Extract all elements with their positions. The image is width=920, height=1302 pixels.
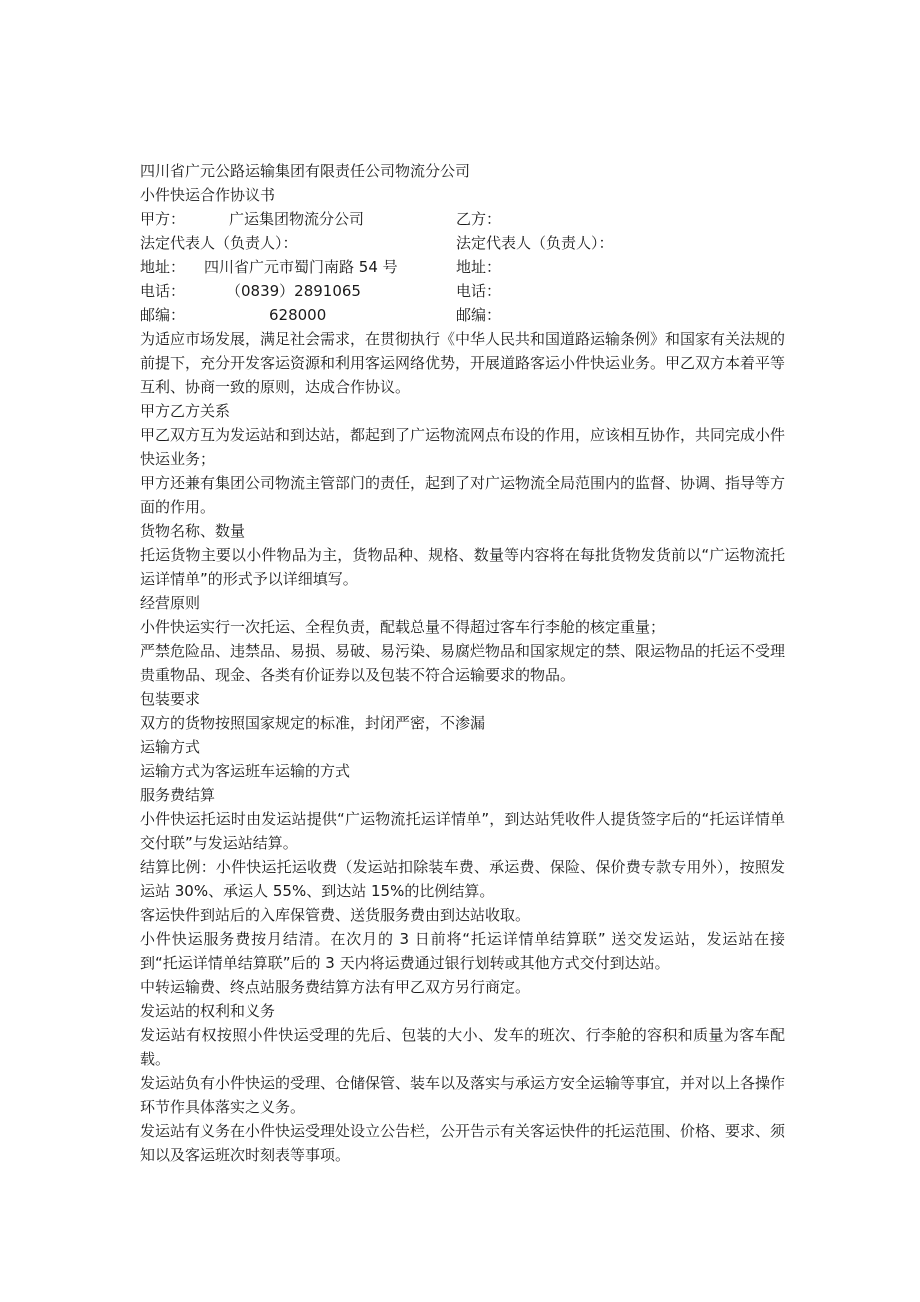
body-paragraph: 严禁危险品、违禁品、易损、易破、易污染、易腐烂物品和国家规定的禁、限运物品的托运不受理贵重物品、现金、各类有价证券以及包装不符合运输要求的物品。	[140, 642, 786, 684]
section-heading: 甲方乙方关系	[140, 402, 231, 420]
section-heading: 发运站的权利和义务	[140, 1002, 276, 1020]
addr-b-label: 地址：	[456, 258, 502, 276]
zip-b-label: 邮编：	[456, 306, 502, 324]
section-heading: 包装要求	[140, 690, 201, 708]
addr-a-value: 四川省广元市蜀门南路 54 号	[204, 258, 398, 276]
party-a-value: 广运集团物流分公司	[229, 210, 365, 228]
party-row	[140, 207, 785, 231]
body-paragraph: 结算比例：小件快运托运收费（发运站扣除装车费、承运费、保险、保价费专款专用外），按照发运站 30%、承运人 55%、到达站 15%的比例结算。	[140, 858, 785, 900]
zip-a-label: 邮编：	[140, 306, 186, 324]
party-a-label: 甲方：	[140, 210, 186, 228]
zip-a-value: 628000	[269, 306, 327, 324]
tel-a-label: 电话：	[140, 282, 186, 300]
body-paragraph: 中转运输费、终点站服务费结算方法有甲乙双方另行商定。	[140, 978, 531, 996]
body-paragraph: 托运货物主要以小件物品为主，货物品种、规格、数量等内容将在每批货物发货前以“广运物流托运详情单”的形式予以详细填写。	[140, 546, 785, 588]
addr-a-label: 地址：	[140, 258, 186, 276]
body-paragraph: 发运站有义务在小件快运受理处设立公告栏，公开告示有关客运快件的托运范围、价格、要求、须知以及客运班次时刻表等事项。	[140, 1122, 786, 1164]
section-heading: 运输方式	[140, 738, 201, 756]
section-heading: 货物名称、数量	[140, 522, 246, 540]
body-paragraph: 发运站有权按照小件快运受理的先后、包装的大小、发车的班次、行李舱的容积和质量为客车配载。	[140, 1026, 785, 1068]
body-paragraph: 运输方式为客运班车运输的方式	[140, 762, 351, 780]
zip-row	[140, 303, 785, 327]
address-row	[140, 255, 785, 279]
tel-row	[140, 279, 785, 303]
company-name: 四川省广元公路运输集团有限责任公司物流分公司	[140, 162, 471, 180]
document-page	[140, 159, 785, 1167]
body-paragraph: 小件快运托运时由发运站提供“广运物流托运详情单”，到达站凭收件人提货签字后的“托运详情单交付联”与发运站结算。	[140, 810, 785, 852]
body-paragraph: 甲乙双方互为发运站和到达站，都起到了广运物流网点布设的作用，应该相互协作，共同完成小件快运业务；	[140, 426, 786, 468]
tel-b-label: 电话：	[456, 282, 502, 300]
body-paragraph: 双方的货物按照国家规定的标准，封闭严密，不渗漏	[140, 714, 486, 732]
party-b-label: 乙方：	[456, 210, 502, 228]
section-heading: 经营原则	[140, 594, 201, 612]
rep-a-label: 法定代表人（负责人）：	[140, 234, 298, 252]
rep-b-label: 法定代表人（负责人）：	[456, 234, 614, 252]
tel-a-value: （0839）2891065	[226, 282, 361, 300]
body-paragraph: 小件快运服务费按月结清。在次月的 3 日前将“托运详情单结算联” 送交发运站，发运站在接到“托运详情单结算联”后的 3 天内将运费通过银行划转或其他方式交付到达站。	[140, 930, 785, 972]
body-paragraph: 为适应市场发展，满足社会需求，在贯彻执行《中华人民共和国道路运输条例》和国家有关法规的前提下，充分开发客运资源和利用客运网络优势，开展道路客运小件快运业务。甲乙双方本着平等互利、协商一致的原则，达成合作协议。	[140, 330, 786, 396]
document-title: 小件快运合作协议书	[140, 186, 276, 204]
body-paragraph: 客运快件到站后的入库保管费、送货服务费由到达站收取。	[140, 906, 531, 924]
rep-row	[140, 231, 785, 255]
body-paragraph: 小件快运实行一次托运、全程负责，配载总量不得超过客车行李舱的核定重量；	[140, 618, 666, 636]
document-body	[140, 327, 785, 1167]
body-paragraph: 甲方还兼有集团公司物流主管部门的责任，起到了对广运物流全局范围内的监督、协调、指导等方面的作用。	[140, 474, 786, 516]
body-paragraph: 发运站负有小件快运的受理、仓储保管、装车以及落实与承运方安全运输等事宜，并对以上各操作环节作具体落实之义务。	[140, 1074, 786, 1116]
section-heading: 服务费结算	[140, 786, 216, 804]
